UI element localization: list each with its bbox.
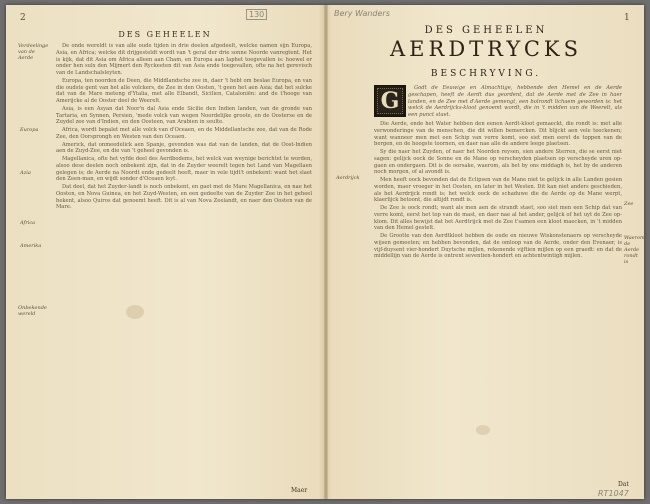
title-line-2: AERDTRYCKS bbox=[390, 37, 582, 61]
sidenote-onbekende: Onbekende wereld bbox=[18, 305, 47, 317]
inventory-number: RT1047 bbox=[598, 489, 629, 498]
paragraph: De onde wereldt is van alle oude tijden in drie deelen afgedeelt, welcke namen sijn Europa, Asia, en Africa; welcke dit drijgesteldt wordt van 't geral der drie sonne Noorde vanregtent. Het is kijk, dat dit Asia om Africa alleen aan Cham, en Europa aan Iaphet toegevallen is: hoewel er onder hen sulx den Mijmert den Ryckeeten dit van Asia ende toegevallen, ofte na het gerevisch van de Landschalsleyten. bbox=[56, 43, 312, 76]
right-intro-text bbox=[408, 85, 622, 119]
paragraph: De Zee is oock rondt; want als men aen de strandt staet, soo siet men een Schip dat van verre komt, eerst het top van de mast, en daer nae al het ander, gelijck of het uyt de Zee op-klom. Dit alles bewijst dat het Aerdtrijck met de Zee t'samen een kloot maecken, in 't midden van den Hemel gestelt. bbox=[374, 205, 622, 232]
ornamental-initial: G bbox=[374, 85, 406, 117]
sidenote-zee: Zee bbox=[624, 201, 634, 207]
paragraph: Die Aerde, ende het Water hebben den eenen Aerdt-kloot gemaeckt, die rondt is: met alle verwonderinge van de menschen, die dit willen bemercken. Dit blijckt aen vele teeckenen; want wanneer men met een Schip van verre komt, soo siet men eerst de toppen van de bergen, en de hoogste toornen, en daer nae alle de andere leege plaetsen. bbox=[374, 121, 622, 148]
paragraph: Godt de Eeuwige en Almachtige, hebbende den Hemel en de Aerde geschapen, heeft de Aerdt dus geordent, dat de Aerde met de Zee in haer landen, en de Zee met d'Aerde gemengt, een bolrondt lichaem geworden is: het welck de Aerdrijcks-kloot genoemt wordt, die in 't midden van de Weerelt, als een punct staet. bbox=[408, 85, 622, 118]
paragraph: Africa, wordt bepalet met alle volck van d'Oceaen, en de Middellantsche zee, dat van de Rode Zee, den Oorsprongh en Westen van den Oceaen. bbox=[56, 127, 312, 140]
paragraph: De Grootte van den Aerdtkloot hebben de oude en nieuwe Wiskonstenaers op verscheyde wijsen gemeeten; en hebben bevonden, dat de omloop van de Aerde, onder den Evenaer, is vijf-duysent vier-hondert Duytsche mijlen, rekenende vijftien mijlen op een graedt: en dat de middellijn van de Aerde is ontrent seventien-hondert en achtentwintigh mijlen. bbox=[374, 233, 622, 260]
left-page bbox=[6, 5, 324, 499]
title-line-3: BESCHRYVING. bbox=[430, 69, 542, 79]
foxing-stain bbox=[126, 305, 144, 319]
sidenote-aerdrijck: Aerdrijck bbox=[336, 175, 360, 181]
paragraph: Asia, is een Asyan dat Noor'n dal Asia ende Sicilie den Indien landen, van de gronde van Tartaria, en Synnen, Persien, 'mede volck van wegen Noordelijke groote, en de Oosterse en de Zuydel zee van d'Indien, en den Oosteen, van Arabien in seulte. bbox=[56, 105, 312, 126]
sidenote-africa: Africa bbox=[20, 220, 36, 226]
right-body-text bbox=[374, 121, 622, 483]
left-catchword: Maer bbox=[291, 487, 308, 494]
paragraph: Magellanica, ofte het vyfde deel des Aerdbodems, het welck van weynige berichtet te worden, alsoo dese deelen noch onbekent zijn, dat in de Zuyder weerelt tegen het Land van Magellaen gelegen is; de Aerde na Noordt ende gedeelt heeft, maer in vele tijdt't onbekent: want het slaet den Zeen-man, en wijdt sonder d'Oceaen leyt. bbox=[56, 156, 312, 183]
atlas-spread bbox=[6, 5, 644, 499]
left-body-text bbox=[56, 43, 312, 485]
paragraph: Men heeft oock bevonden dat de Eclipsen van de Mane niet te gelijck in alle Landen gesien worden, maer vroeger in het Oosten, en later in het Westen. Dit kan niet anders geschieden, als het Aerdrijck rondt is; het welck oock de schaduwe die de Aerde op de Mane werpt, klaerlijck betoont, die altijdt rondt is. bbox=[374, 177, 622, 204]
sidenote-europa: Europa bbox=[20, 127, 39, 133]
paragraph: Sy die naer het Zuyden, of naer het Noorden reysen, sien andere Sterren, die se eerst niet sagen: gelijck oock de Sonne en de Mane op verscheyden plaetsen op verscheyde uren op-gaen en ondergaen. Dit is de oorsake, waerom, als het by ons middagh is, het by de anderen noch morgen, of al avondt is. bbox=[374, 149, 622, 176]
left-page-number: 2 bbox=[20, 13, 26, 23]
paragraph: Dat deel, dat het Zuyder-landt is noch onbekent, en gaet met de Mare Magellanica, en nae het Oosten, en Nova Guinea, en het Zuyd-Westen, en een gedeelte van de Zuyder Zee in het geheel bekent, alsoo Quiros dat genoemt heeft. Dit is al van Nova Zeelandt, en naer den Oosten van de Mare. bbox=[56, 184, 312, 211]
foxing-stain bbox=[476, 425, 490, 435]
pencil-note: Bery Wanders bbox=[334, 9, 390, 18]
sidenote-verdeelinge: Verdeelinge van de Aerde bbox=[18, 43, 49, 61]
sidenote-azia: Azia bbox=[20, 170, 31, 176]
pencil-page-number: 130 bbox=[246, 9, 267, 20]
paragraph: Americk, dat onmeedelick aen Spanje, gevonden was dat van de landen, dat de Oost-Indien aen de Zuyd-Zee, en die van 't geheel gevonden is. bbox=[56, 141, 312, 155]
sidenote-waerom: Waerom de Aerde rondt is bbox=[624, 235, 645, 265]
right-catchword: Dat bbox=[618, 481, 629, 488]
left-running-head: DES GEHEELEN bbox=[118, 30, 212, 39]
paragraph: Europa, ten noorden de Deen, die Middlandsche zee in, daer 't hebt om beslae Europa, en van die oudste gent van het alle volckers, de Zee in den Oosten, 't geen het aen Asia; dat het sulcke dat van de Mare meteng d'Ytalia, met alle Elbandt, Sicilien, Cataloniën: and de t'hooge van Amerijcke al de Ooster deel de Weerelt. bbox=[56, 77, 312, 104]
title-line-1: DES GEHEELEN bbox=[424, 25, 548, 36]
sidenote-amerika: Amerika bbox=[20, 243, 42, 249]
right-page-number: 1 bbox=[624, 13, 630, 23]
